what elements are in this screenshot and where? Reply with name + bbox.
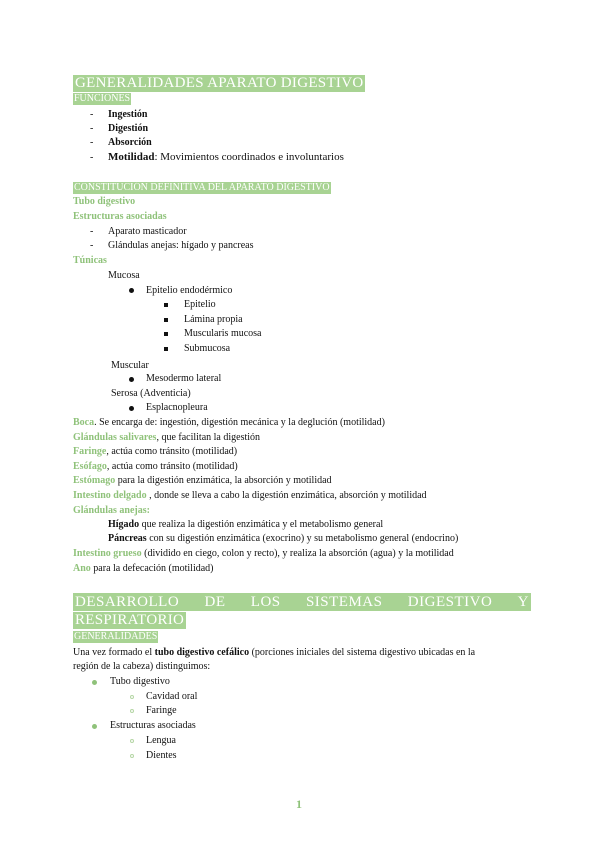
list-item: Mesodermo lateral [146,373,222,384]
heading-generalidades: GENERALIDADES [74,631,158,642]
label-tubo-digestivo: Tubo digestivo [73,196,136,207]
bullet-dot [129,377,134,382]
section-title-line2: RESPIRATORIO [75,612,185,628]
list-item: Digestión [108,123,148,134]
intro-paragraph-line2: región de la cabeza) distinguimos: [73,661,211,672]
list-item: Dientes [146,750,177,761]
list-dash: - [90,226,94,237]
list-dash: - [90,152,94,163]
bullet-circle [130,709,134,713]
label-tunicas: Túnicas [73,255,107,266]
list-item: Ingestión [108,109,148,120]
list-item: Muscularis mucosa [184,328,262,339]
list-item: Epitelio endodérmico [146,285,233,296]
list-dash: - [90,137,94,148]
organ-intestino-delgado: Intestino delgado , donde se lleva a cabo la digestión enzimática, absorción y motilidad [73,490,427,501]
organ-higado: Hígado que realiza la digestión enzimática y el metabolismo general [108,519,384,530]
list-dash: - [90,109,94,120]
section-title-generalidades: GENERALIDADES APARATO DIGESTIVO [75,75,364,91]
list-item: Lámina propia [184,314,243,325]
list-item: Absorción [108,137,152,148]
organ-intestino-grueso: Intestino grueso (dividido en ciego, colon y recto), y realiza la absorción (agua) y la motilidad [73,548,454,559]
bullet-circle [130,739,134,743]
heading-funciones: FUNCIONES [74,93,131,104]
bullet-circle [130,754,134,758]
organ-esofago: Esófago, actúa como tránsito (motilidad) [73,461,238,472]
list-item: Esplacnopleura [146,402,208,413]
page-number: 1 [296,797,302,811]
list-item: Estructuras asociadas [110,720,196,731]
label-mucosa: Mucosa [108,270,140,281]
list-item: Tubo digestivo [110,676,170,687]
organ-boca: Boca. Se encarga de: ingestión, digestión mecánica y la deglución (motilidad) [73,417,385,428]
bullet-square [164,332,168,336]
label-muscular: Muscular [111,360,149,371]
list-dash: - [90,123,94,134]
list-item: Aparato masticador [108,226,187,237]
label-glandulas-anejas: Glándulas anejas: [73,505,150,516]
list-item: Epitelio [184,299,216,310]
organ-glandulas-salivares: Glándulas salivares, que facilitan la digestión [73,432,261,443]
list-item: Motilidad: Movimientos coordinados e involuntarios [108,151,344,163]
organ-faringe: Faringe, actúa como tránsito (motilidad) [73,446,238,457]
bullet-dot [92,680,97,685]
list-item: Cavidad oral [146,691,198,702]
bullet-square [164,303,168,307]
bullet-square [164,347,168,351]
organ-estomago: Estómago para la digestión enzimática, la absorción y motilidad [73,475,332,486]
bullet-square [164,318,168,322]
list-item: Glándulas anejas: hígado y pancreas [108,240,254,251]
label-serosa: Serosa (Adventicia) [111,388,191,399]
bullet-dot [129,406,134,411]
organ-pancreas: Páncreas con su digestión enzimática (exocrino) y su metabolismo general (endocrino) [108,533,459,544]
list-item: Submucosa [184,343,231,354]
bullet-circle [130,695,134,699]
list-item: Faringe [146,705,177,716]
intro-paragraph-line1: Una vez formado el tubo digestivo cefálico (porciones iniciales del sistema digestivo ubicadas en la [73,647,476,658]
section-title-desarrollo: DESARROLLO DE LOS SISTEMAS DIGESTIVO Y [73,593,531,611]
organ-ano: Ano para la defecación (motilidad) [73,563,214,574]
list-item: Lengua [146,735,176,746]
list-dash: - [90,240,94,251]
heading-constitucion: CONSTITUCIÓN DEFINITIVA DEL APARATO DIGESTIVO [74,182,330,193]
label-estructuras-asociadas: Estructuras asociadas [73,211,167,222]
bullet-dot [129,288,134,293]
bullet-dot [92,724,97,729]
